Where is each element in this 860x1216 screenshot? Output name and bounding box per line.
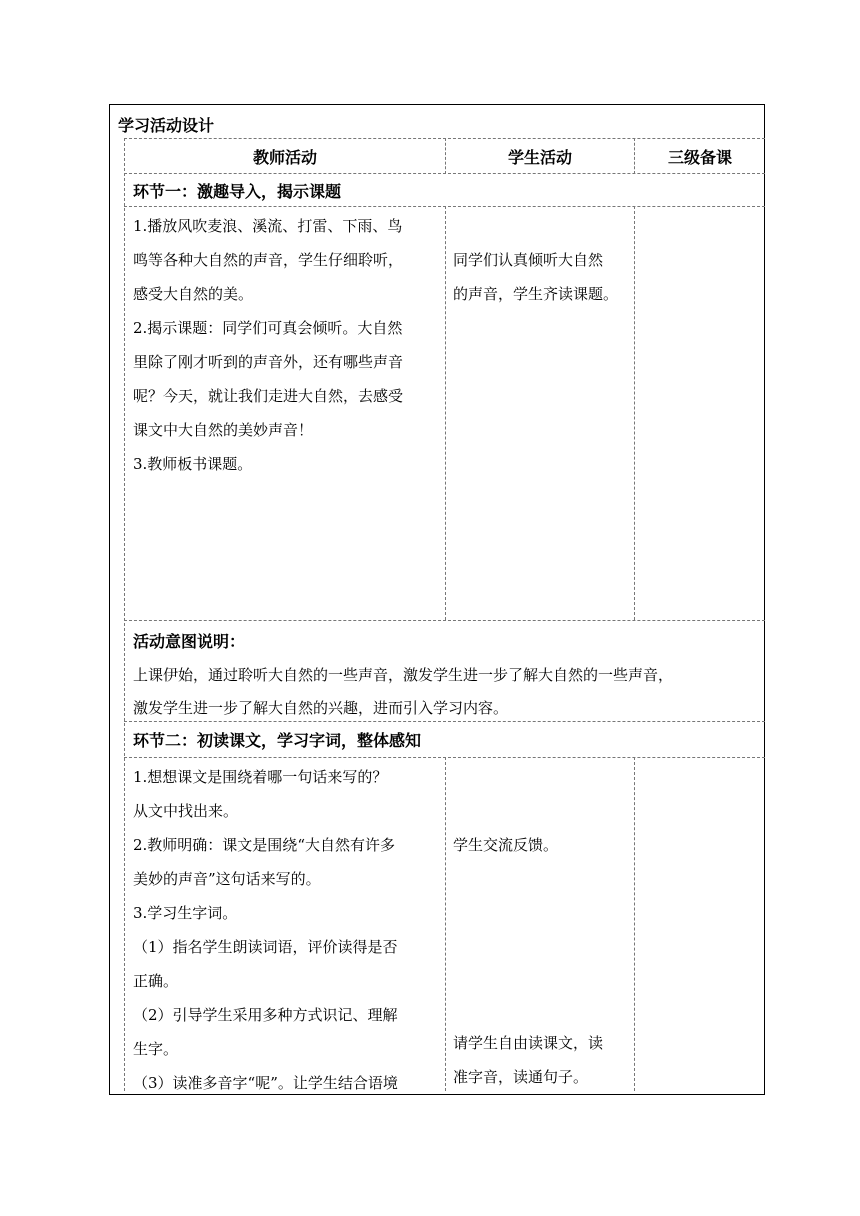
section-2-student-feedback (453, 828, 633, 862)
text-line: 里除了刚才听到的声音外，还有哪些声音 (133, 353, 404, 371)
text-line: 感受大自然的美。 (133, 285, 254, 303)
column-divider (634, 757, 635, 1091)
section-1-teacher-activity (133, 209, 443, 481)
text-line: （2）引导学生采用多种方式识记、理解 (133, 1006, 398, 1024)
text-line: 从文中找出来。 (133, 802, 239, 820)
column-divider (634, 206, 635, 620)
text-line: 1.播放风吹麦浪、溪流、打雷、下雨、鸟 (133, 217, 403, 235)
section-2-teacher-activity (133, 760, 443, 1100)
header-teacher-activity: 教师活动 (252, 148, 317, 167)
column-divider (445, 206, 446, 620)
text-line: 上课伊始，通过聆听大自然的一些声音，激发学生进一步了解大自然的一些声音， (133, 666, 674, 684)
text-line: 课文中大自然的美妙声音！ (133, 421, 314, 439)
text-line: 3.教师板书课题。 (133, 455, 253, 473)
row-divider (124, 620, 765, 621)
section-2-student-reading (453, 1026, 633, 1094)
text-line: 2.揭示课题：同学们可真会倾听。大自然 (133, 319, 403, 337)
text-line: 激发学生进一步了解大自然的兴趣，进而引入学习内容。 (133, 699, 509, 717)
text-line: 呢？今天，就让我们走进大自然，去感受 (133, 387, 404, 405)
text-line: 同学们认真倾听大自然 (453, 251, 604, 269)
text-line: 美妙的声音”这句话来写的。 (133, 870, 321, 888)
text-line: 正确。 (133, 972, 179, 990)
table-title: 学习活动设计 (118, 116, 215, 135)
text-line: 1.想想课文是围绕着哪一句话来写的？ (133, 768, 388, 786)
section-1-student-activity (453, 243, 633, 311)
text-line: 准字音，读通句子。 (453, 1068, 589, 1086)
section-2-heading: 环节二：初读课文，学习字词，整体感知 (133, 731, 422, 750)
header-student-activity: 学生活动 (507, 148, 572, 167)
header-third-level-prep: 三级备课 (667, 148, 732, 167)
text-line: （1）指名学生朗读词语，评价读得是否 (133, 938, 398, 956)
text-line: 2.教师明确：课文是围绕“大自然有许多 (133, 836, 395, 854)
text-line: 的声音，学生齐读课题。 (453, 285, 619, 303)
text-line: 鸣等各种大自然的声音，学生仔细聆听， (133, 251, 404, 269)
activity-intent-text (133, 659, 759, 725)
text-line: （3）读准多音字“呢”。让学生结合语境 (133, 1074, 398, 1092)
text-line: 生字。 (133, 1040, 179, 1058)
activity-intent-label: 活动意图说明： (133, 632, 246, 651)
text-line: 学生交流反馈。 (453, 836, 559, 854)
section-1-heading: 环节一：激趣导入，揭示课题 (133, 182, 342, 201)
text-line: 3.学习生字词。 (133, 904, 238, 922)
column-divider (445, 757, 446, 1091)
text-line: 请学生自由读课文，读 (453, 1034, 604, 1052)
